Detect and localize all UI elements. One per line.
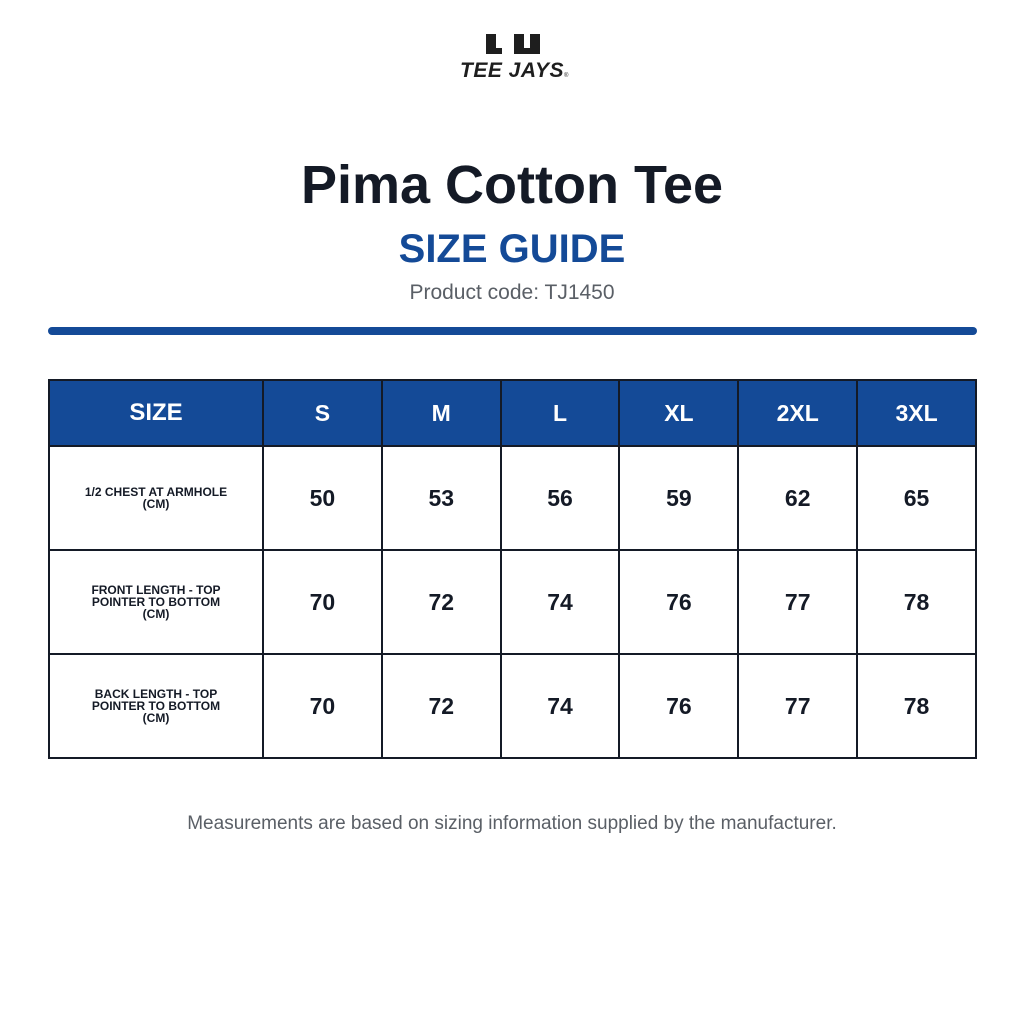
- size-column-header: S: [263, 380, 382, 446]
- measurement-value: 74: [501, 550, 620, 654]
- measurement-label: FRONT LENGTH - TOP POINTER TO BOTTOM (CM): [49, 550, 263, 654]
- size-header-row: [49, 380, 976, 446]
- size-table: [48, 379, 977, 759]
- measurement-value: 70: [263, 550, 382, 654]
- measurement-value: 56: [501, 446, 620, 550]
- measurement-value: 65: [857, 446, 976, 550]
- measurement-value: 72: [382, 654, 501, 758]
- measurement-value: 77: [738, 550, 857, 654]
- svg-text:TEE JAYS: TEE JAYS: [460, 59, 564, 82]
- measurement-value: 74: [501, 654, 620, 758]
- measurement-value: 76: [619, 550, 738, 654]
- tee-jays-logo-icon: [452, 30, 572, 84]
- measurement-value: 62: [738, 446, 857, 550]
- measurement-label: 1/2 CHEST AT ARMHOLE (CM): [49, 446, 263, 550]
- brand-logo: [452, 30, 572, 84]
- measurement-value: 70: [263, 654, 382, 758]
- page-title: Pima Cotton Tee: [300, 155, 724, 215]
- measurement-value: 78: [857, 550, 976, 654]
- measurement-value: 50: [263, 446, 382, 550]
- footnote: Measurements are based on sizing information supplied by the manufacturer.: [187, 813, 837, 834]
- size-column-header: 3XL: [857, 380, 976, 446]
- page-subtitle: SIZE GUIDE: [398, 227, 626, 271]
- divider: [48, 327, 977, 335]
- size-header-label: SIZE: [49, 380, 263, 446]
- table-row: [49, 654, 976, 758]
- size-column-header: 2XL: [738, 380, 857, 446]
- measurement-value: 76: [619, 654, 738, 758]
- measurement-value: 77: [738, 654, 857, 758]
- table-row: [49, 446, 976, 550]
- measurement-value: 78: [857, 654, 976, 758]
- measurement-value: 72: [382, 550, 501, 654]
- size-column-header: XL: [619, 380, 738, 446]
- size-column-header: M: [382, 380, 501, 446]
- measurement-label: BACK LENGTH - TOP POINTER TO BOTTOM (CM): [49, 654, 263, 758]
- product-code: Product code: TJ1450: [409, 281, 615, 304]
- measurement-value: 59: [619, 446, 738, 550]
- measurement-value: 53: [382, 446, 501, 550]
- table-row: [49, 550, 976, 654]
- svg-text:®: ®: [564, 73, 569, 79]
- size-column-header: L: [501, 380, 620, 446]
